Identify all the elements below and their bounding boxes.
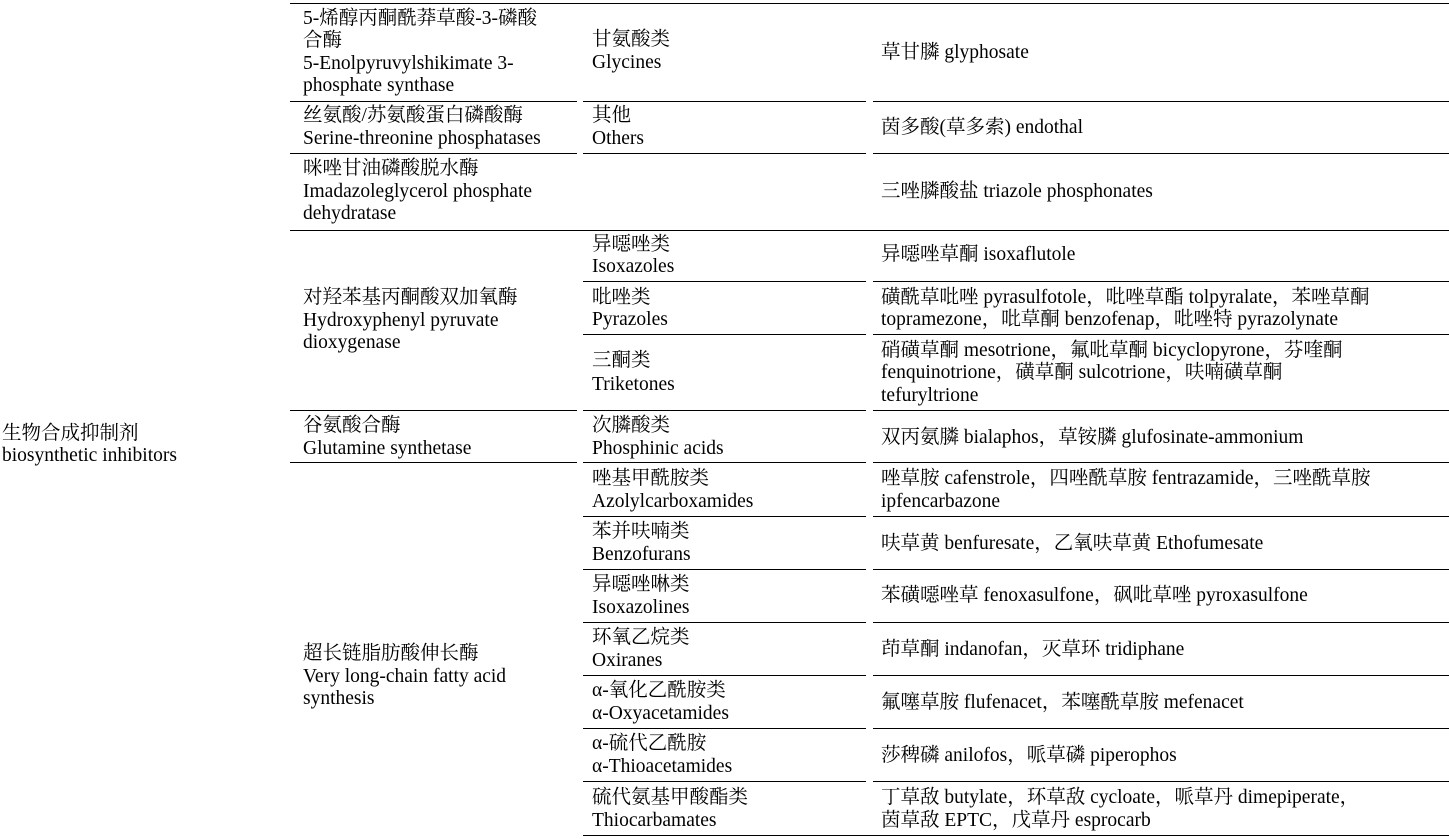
- example-text: fenquinotrione，磺草酮 sulcotrione，呋喃磺草酮: [881, 362, 1283, 383]
- class-text: 硫代氨基甲酸酯类: [592, 787, 749, 808]
- class-text: Pyrazoles: [592, 309, 668, 330]
- target-text: 5-Enolpyruvylshikimate 3-: [303, 53, 514, 74]
- class-text: 其他: [592, 105, 632, 126]
- rule: [873, 569, 1449, 570]
- target-text: synthesis: [303, 688, 375, 709]
- target-text: 5-烯醇丙酮酰莽草酸-3-磷酸: [303, 8, 537, 29]
- target-text: Glutamine synthetase: [303, 438, 472, 459]
- rule-top: [290, 3, 1449, 4]
- class-text: Azolylcarboxamides: [592, 491, 754, 512]
- example-text: 茵多酸(草多索) endothal: [881, 117, 1084, 138]
- rule: [873, 622, 1449, 623]
- target-text: 谷氨酸合酶: [303, 415, 401, 436]
- rule: [583, 516, 866, 517]
- rule: [583, 410, 866, 411]
- example-text: topramezone，吡草酮 benzofenap，吡唑特 pyrazolynate: [881, 309, 1339, 330]
- rule: [873, 462, 1449, 463]
- example-text: 丁草敌 butylate，环草敌 cycloate，哌草丹 dimepiperate，: [881, 787, 1360, 808]
- rule: [290, 153, 577, 154]
- rule: [583, 334, 866, 335]
- target-text: phosphate synthase: [303, 75, 455, 96]
- rule: [583, 728, 866, 729]
- category-zh: 生物合成抑制剂: [2, 423, 139, 444]
- class-text: 环氧乙烷类: [592, 627, 690, 648]
- class-text: Thiocarbamates: [592, 810, 717, 831]
- class-text: α-Oxyacetamides: [592, 703, 729, 724]
- rule: [583, 622, 866, 623]
- class-text: 吡唑类: [592, 287, 651, 308]
- rule-col2: [583, 101, 866, 102]
- target-text: dioxygenase: [303, 332, 401, 353]
- target-text: dehydratase: [303, 203, 397, 224]
- class-text: 三酮类: [592, 350, 651, 371]
- example-text: 三唑膦酸盐 triazole phosphonates: [881, 181, 1153, 202]
- example-text: 苯磺噁唑草 fenoxasulfone，砜吡草唑 pyroxasulfone: [881, 585, 1308, 606]
- example-text: 双丙氨膦 bialaphos，草铵膦 glufosinate-ammonium: [881, 427, 1304, 448]
- class-text: Isoxazoles: [592, 256, 675, 277]
- example-text: 呋草黄 benfuresate，乙氧呋草黄 Ethofumesate: [881, 533, 1264, 554]
- example-text: 硝磺草酮 mesotrione，氟吡草酮 bicyclopyrone，芬喹酮: [881, 340, 1343, 361]
- class-text: Glycines: [592, 52, 662, 73]
- example-text: 茵草敌 EPTC，戊草丹 esprocarb: [881, 810, 1151, 831]
- rule: [290, 230, 1449, 231]
- rule-bottom: [583, 835, 1449, 836]
- rule: [873, 781, 1449, 782]
- rule: [583, 462, 866, 463]
- example-text: 茚草酮 indanofan，灭草环 tridiphane: [881, 639, 1185, 660]
- target-text: 丝氨酸/苏氨酸蛋白磷酸酶: [303, 105, 523, 126]
- example-text: tefuryltrione: [881, 385, 979, 406]
- target-text: 超长链脂肪酸伸长酶: [303, 643, 479, 664]
- class-text: α-硫代乙酰胺: [592, 733, 707, 754]
- rule: [873, 675, 1449, 676]
- class-text: Triketones: [592, 374, 675, 395]
- target-text: Serine-threonine phosphatases: [303, 128, 541, 149]
- class-text: Isoxazolines: [592, 597, 690, 618]
- target-text: Imadazoleglycerol phosphate: [303, 181, 533, 202]
- rule: [873, 334, 1449, 335]
- class-text: Benzofurans: [592, 544, 691, 565]
- example-text: 异噁唑草酮 isoxaflutole: [881, 244, 1076, 265]
- rule-col1: [290, 101, 577, 102]
- class-text: 甘氨酸类: [592, 29, 671, 50]
- example-text: 磺酰草吡唑 pyrasulfotole，吡唑草酯 tolpyralate，苯唑草酮: [881, 287, 1370, 308]
- rule: [583, 281, 866, 282]
- rule: [873, 153, 1449, 154]
- target-text: 合酶: [303, 30, 343, 51]
- class-text: Oxiranes: [592, 650, 663, 671]
- rule: [290, 462, 577, 463]
- rule: [873, 410, 1449, 411]
- class-text: 异噁唑类: [592, 234, 671, 255]
- example-text: 莎稗磷 anilofos，哌草磷 piperophos: [881, 745, 1177, 766]
- class-text: 唑基甲酰胺类: [592, 468, 710, 489]
- target-text: Very long-chain fatty acid: [303, 666, 507, 687]
- category-en: biosynthetic inhibitors: [2, 445, 177, 466]
- class-text: α-Thioacetamides: [592, 756, 733, 777]
- rule: [873, 728, 1449, 729]
- class-text: 苯并呋喃类: [592, 521, 690, 542]
- example-text: 唑草胺 cafenstrole，四唑酰草胺 fentrazamide，三唑酰草胺: [881, 468, 1371, 489]
- class-text: Others: [592, 128, 644, 149]
- class-text: 次膦酸类: [592, 415, 671, 436]
- rule: [583, 153, 866, 154]
- example-text: 草甘膦 glyphosate: [881, 42, 1029, 63]
- class-text: 异噁唑啉类: [592, 574, 690, 595]
- example-text: 氟噻草胺 flufenacet，苯噻酰草胺 mefenacet: [881, 692, 1244, 713]
- rule: [583, 675, 866, 676]
- rule: [873, 281, 1449, 282]
- target-text: Hydroxyphenyl pyruvate: [303, 310, 499, 331]
- class-text: Phosphinic acids: [592, 438, 724, 459]
- rule: [873, 516, 1449, 517]
- rule: [583, 781, 866, 782]
- class-text: α-氧化乙酰胺类: [592, 680, 726, 701]
- rule: [583, 569, 866, 570]
- target-text: 咪唑甘油磷酸脱水酶: [303, 158, 479, 179]
- rule-col3: [873, 101, 1449, 102]
- target-text: 对羟苯基丙酮酸双加氧酶: [303, 287, 518, 308]
- rule: [290, 410, 577, 411]
- example-text: ipfencarbazone: [881, 491, 1001, 512]
